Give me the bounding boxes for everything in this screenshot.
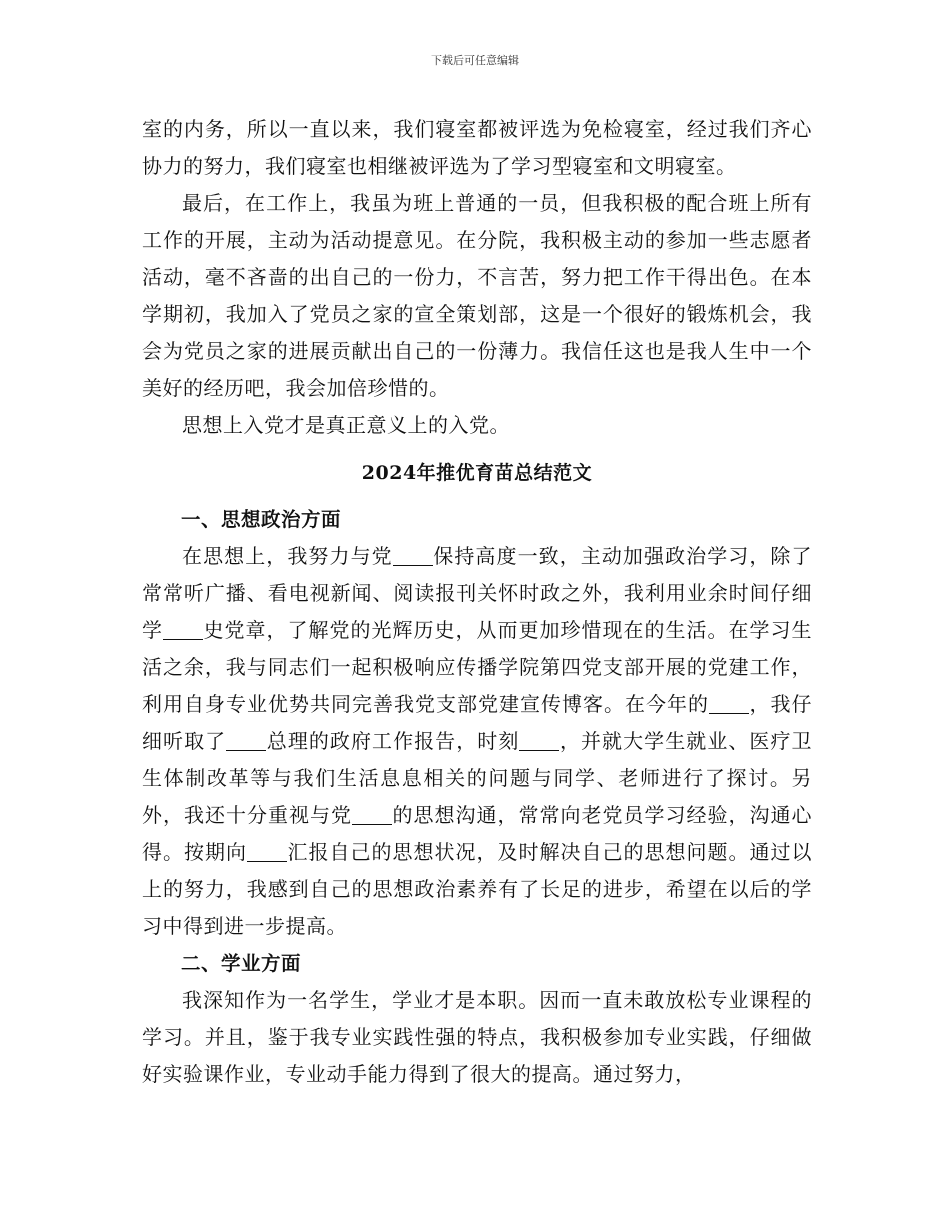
- section-heading-academics: 二、学业方面: [181, 952, 302, 975]
- text-fragment: ，并就大学生就业、医疗卫生体制改革等与我们生活息息相关的问题与同学、老师进行了探讨。另外，我还十分重视与党: [142, 729, 813, 827]
- text-fragment: 保持高度一致，主动加强政治学习，除了常常听广播、看电视新闻、阅读报刊关怀时政之外，我利用业余时间仔细学: [142, 544, 813, 642]
- text-fragment: 在思想上，我努力与党: [182, 544, 393, 568]
- document-body: [142, 111, 812, 1093]
- fill-blank: [393, 545, 433, 566]
- paragraph-continued: 室的内务，所以一直以来，我们寝室都被评选为免检寝室，经过我们齐心协力的努力，我们寝室也相继被评选为了学习型寝室和文明寝室。: [142, 117, 812, 178]
- text-fragment: 总理的政府工作报告，时刻: [266, 729, 520, 753]
- document-title: 2024年推优育苗总结范文: [361, 462, 593, 484]
- text-fragment: ，我仔细听取了: [142, 692, 812, 753]
- text-fragment: 史党章，了解党的光辉历史，从而更加珍惜现在的生活。在学习生活之余，我与同志们一起积极响应传播学院第四党支部开展的党建工作，利用自身专业优势共同完善我党支部党建宣传博客。在今年的: [142, 618, 812, 716]
- fill-blank: [709, 693, 749, 714]
- paragraph-politics: [142, 538, 812, 945]
- text-fragment: 汇报自己的思想状况，及时解决自己的思想问题。通过以上的努力，我感到自己的思想政治素养有了长足的进步，希望在以后的学习中得到进一步提高。: [142, 840, 812, 938]
- text-fragment: 的思想沟通，常常向老党员学习经验，沟通心得。按期向: [142, 803, 812, 864]
- paragraph-conclusion: 思想上入党才是真正意义上的入党。: [182, 413, 510, 437]
- paragraph-academics: 我深知作为一名学生，学业才是本职。因而一直未敢放松专业课程的学习。并且，鉴于我专业实践性强的特点，我积极参加专业实践，仔细做好实验课作业，专业动手能力得到了很大的提高。通过努力，: [142, 988, 812, 1086]
- fill-blank: [226, 730, 266, 751]
- section-heading-politics: 一、思想政治方面: [181, 508, 342, 531]
- fill-blank: [519, 730, 559, 751]
- page-header: 下载后可任意编辑: [431, 54, 519, 67]
- fill-blank: [247, 841, 287, 862]
- fill-blank: [352, 804, 392, 825]
- fill-blank: [163, 619, 203, 640]
- paragraph-work: 最后，在工作上，我虽为班上普通的一员，但我积极的配合班上所有工作的开展，主动为活动提意见。在分院，我积极主动的参加一些志愿者活动，毫不吝啬的出自己的一份力，不言苦，努力把工作干得出色。在本学期初，我加入了党员之家的宣全策划部，这是一个很好的锻炼机会，我会为党员之家的进展贡献出自己的一份薄力。我信任这也是我人生中一个美好的经历吧，我会加倍珍惜的。: [142, 191, 812, 400]
